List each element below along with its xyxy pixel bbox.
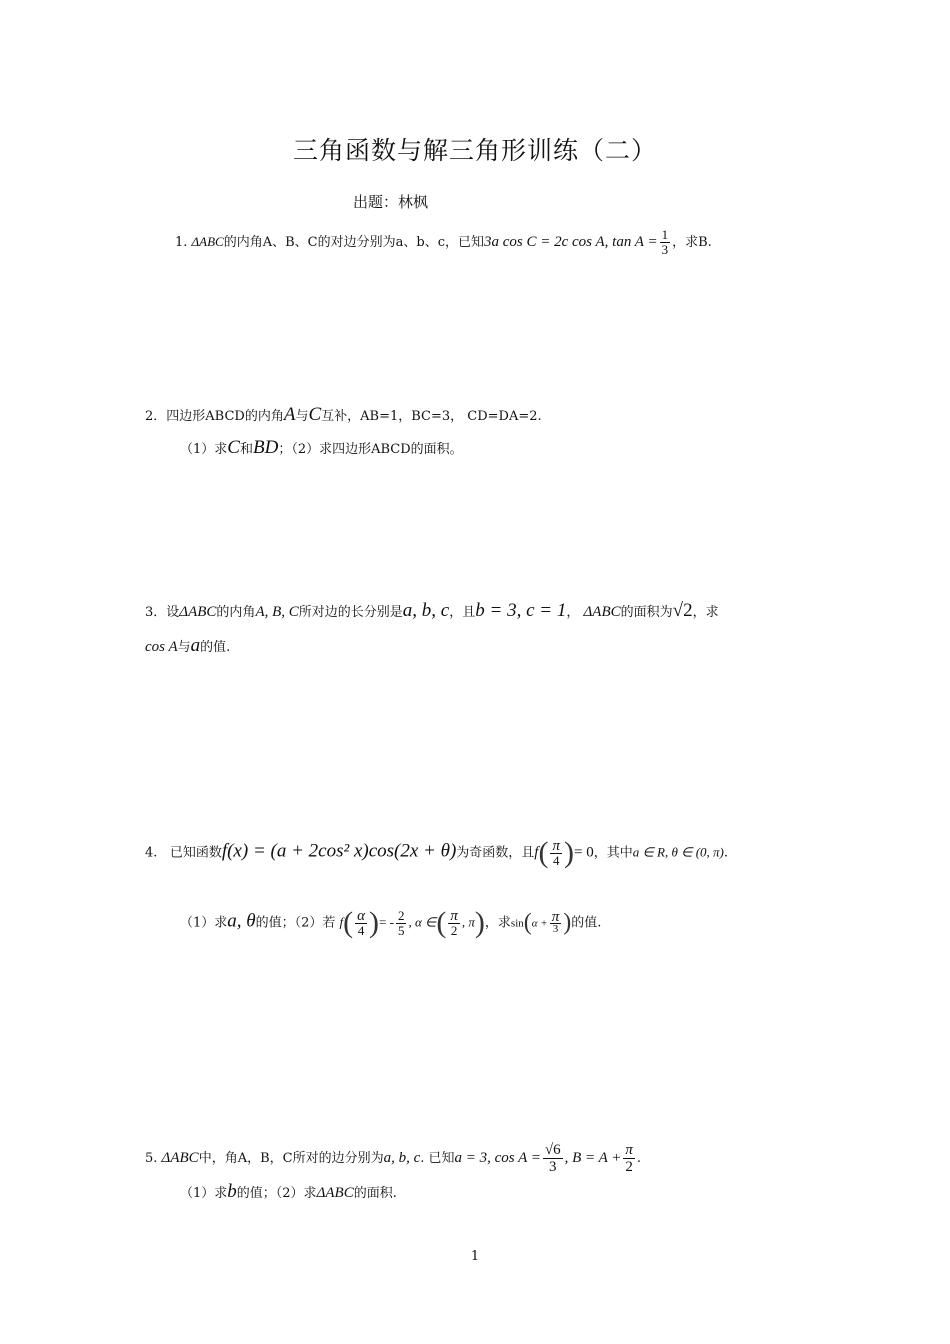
- problem-4-number: 4.: [145, 845, 158, 861]
- problem-5-text-c: .: [636, 1151, 642, 1166]
- fraction-two-fifths: [396, 909, 407, 938]
- function-f: f: [339, 914, 344, 930]
- problem-3: [145, 600, 719, 622]
- sqrt-two: √2: [672, 600, 693, 621]
- problem-4-text-a: 已知函数: [169, 845, 222, 861]
- problem-4-subquestions: [180, 906, 601, 940]
- fraction-denominator: 2: [450, 922, 458, 938]
- problem-3-text-a: 的内角: [216, 605, 256, 620]
- subquestion-2-text: 的值；（2）若: [255, 915, 336, 931]
- left-paren: (: [538, 836, 549, 869]
- alpha-in-interval: , α ∈: [408, 914, 437, 930]
- variable-b: b: [227, 1181, 237, 1202]
- problem-3-number: 3．设: [145, 605, 180, 620]
- problem-3-text-f: ，求: [692, 605, 719, 620]
- problem-1-number: 1.: [175, 235, 188, 250]
- subquestion-2-text: ；（2）求四边形ABCD的面积。: [278, 442, 463, 457]
- fraction-pi-over-4: [550, 839, 562, 868]
- fraction-denominator: 3: [549, 1159, 557, 1175]
- right-paren: ): [369, 906, 380, 939]
- fraction-numerator: π: [450, 907, 458, 924]
- problem-3-text-e: 的面积为: [620, 605, 673, 620]
- angle-relation: , B = A +: [564, 1150, 622, 1166]
- subquestion-1-label: （1）求: [180, 442, 228, 457]
- right-paren: ): [563, 836, 574, 869]
- fraction-pi-over-2: [623, 1142, 635, 1175]
- fraction-numerator: π: [551, 908, 560, 925]
- problem-4: 4. 已知函数f(x) = (a + 2cos² x)cos(2x + θ)为奇函数，且f( $\frac{\pi}{4}$ )= 0，其中a ∈ R, θ ∈ (0, π).: [145, 836, 729, 869]
- sides-abc: a, b, c: [383, 1150, 421, 1166]
- problem-3-line-2: [145, 635, 230, 657]
- segment-bd: BD: [252, 437, 279, 458]
- fraction-denominator: 4: [552, 852, 560, 868]
- problem-1-text-a: 的内角A、B、C的对边分别为a、b、c，已知: [223, 235, 484, 250]
- triangle-abc: ΔABC: [191, 234, 224, 249]
- variable-a: a: [190, 635, 201, 656]
- fraction-pi-over-2: [448, 909, 460, 938]
- problem-3-text-d: ，: [566, 605, 580, 620]
- angles-abc: A, B, C: [255, 604, 299, 620]
- fraction-pi-over-3: [550, 908, 562, 935]
- function-f: f: [534, 844, 539, 861]
- problem-2-number: 2．: [145, 409, 167, 424]
- problem-5: [145, 1142, 641, 1175]
- fraction-numerator: π: [625, 1142, 633, 1158]
- side-condition: b = 3, c = 1: [475, 600, 567, 621]
- subquestion-1-label: （1）求: [180, 915, 228, 931]
- right-paren: ): [474, 906, 485, 939]
- sin-function: sin: [510, 917, 524, 930]
- equals-negative: = -: [379, 914, 394, 930]
- interval-end: , π: [461, 914, 475, 930]
- problem-2-text-a: 四边形ABCD的内角: [166, 409, 284, 424]
- problem-2-text-c: 互补，AB=1，BC=3， CD=DA=2.: [321, 409, 542, 424]
- angle-c: C: [227, 437, 240, 458]
- problem-2-text-b: 与: [295, 409, 309, 424]
- author-line: 出题：林枫: [353, 193, 429, 211]
- problem-5-text-a: 中，角A，B，C所对的边分别为: [198, 1151, 384, 1166]
- equals-zero: = 0: [573, 844, 594, 861]
- function-definition: f(x) = (a + 2cos² x)cos(2x + θ): [221, 840, 457, 862]
- problem-1-text-b: ，求B.: [672, 235, 712, 250]
- problem-3-text-c: ，且: [449, 605, 476, 620]
- problem-3-text-g: 的值.: [200, 640, 231, 655]
- subquestion-2-end: 的面积.: [353, 1186, 397, 1201]
- problem-2-subquestions: [180, 437, 463, 459]
- problem-5-text-b: . 已知: [420, 1151, 455, 1166]
- problem-4-text-c: ，其中: [593, 845, 633, 861]
- problem-5-number: 5.: [145, 1151, 158, 1166]
- triangle-abc: ΔABC: [316, 1185, 354, 1201]
- triangle-abc: ΔABC: [179, 604, 217, 620]
- fraction-alpha-over-4: [355, 909, 367, 938]
- alpha-plus: α +: [531, 917, 548, 930]
- conjunction-text: 与: [177, 640, 191, 655]
- fraction-one-third: [660, 228, 671, 257]
- problem-3-text-b: 所对边的长分别是: [298, 605, 403, 620]
- left-paren: (: [343, 906, 354, 939]
- right-paren: ): [563, 909, 572, 936]
- problem-5-subquestions: [180, 1181, 397, 1203]
- fraction-denominator: 2: [625, 1159, 633, 1175]
- parameter-domain: a ∈ R, θ ∈ (0, π): [632, 844, 724, 860]
- fraction-numerator: 1: [661, 227, 669, 242]
- subquestion-1-label: （1）求: [180, 1186, 228, 1201]
- cos-a: cos A: [145, 639, 178, 655]
- left-paren: (: [436, 906, 447, 939]
- conjunction-text: 和: [239, 442, 253, 457]
- angle-c: C: [308, 404, 322, 425]
- fraction-denominator: 3: [552, 922, 559, 935]
- subquestion-2-ask: ，求: [484, 915, 511, 931]
- triangle-abc: ΔABC: [161, 1150, 199, 1166]
- triangle-abc: ΔABC: [583, 604, 621, 620]
- subquestion-2-end: 的值.: [571, 915, 602, 931]
- page-number: 1: [470, 1249, 480, 1264]
- subquestion-2-text: 的值；（2）求: [236, 1186, 317, 1201]
- page-title: 三角函数与解三角形训练（二）: [292, 136, 657, 165]
- given-condition: a = 3, cos A =: [454, 1150, 541, 1166]
- fraction-denominator: 4: [357, 922, 365, 938]
- problem-1: [175, 228, 712, 257]
- sides-abc: a, b, c: [402, 600, 450, 621]
- angle-a: A: [283, 404, 296, 425]
- fraction-denominator: 5: [397, 922, 405, 938]
- fraction-numerator: √6: [544, 1142, 561, 1158]
- fraction-denominator: 3: [661, 242, 669, 257]
- variables-a-theta: a, θ: [227, 910, 256, 932]
- problem-2: [145, 404, 542, 426]
- fraction-numerator: α: [357, 907, 366, 924]
- problem-1-equation: 3a cos C = 2c cos A, tan A =: [483, 234, 658, 250]
- fraction-numerator: π: [552, 837, 560, 854]
- problem-4-text-b: 为奇函数，且: [456, 845, 535, 861]
- left-paren: (: [523, 909, 532, 936]
- fraction-numerator: 2: [397, 907, 405, 923]
- fraction-sqrt6-over-3: [543, 1142, 563, 1175]
